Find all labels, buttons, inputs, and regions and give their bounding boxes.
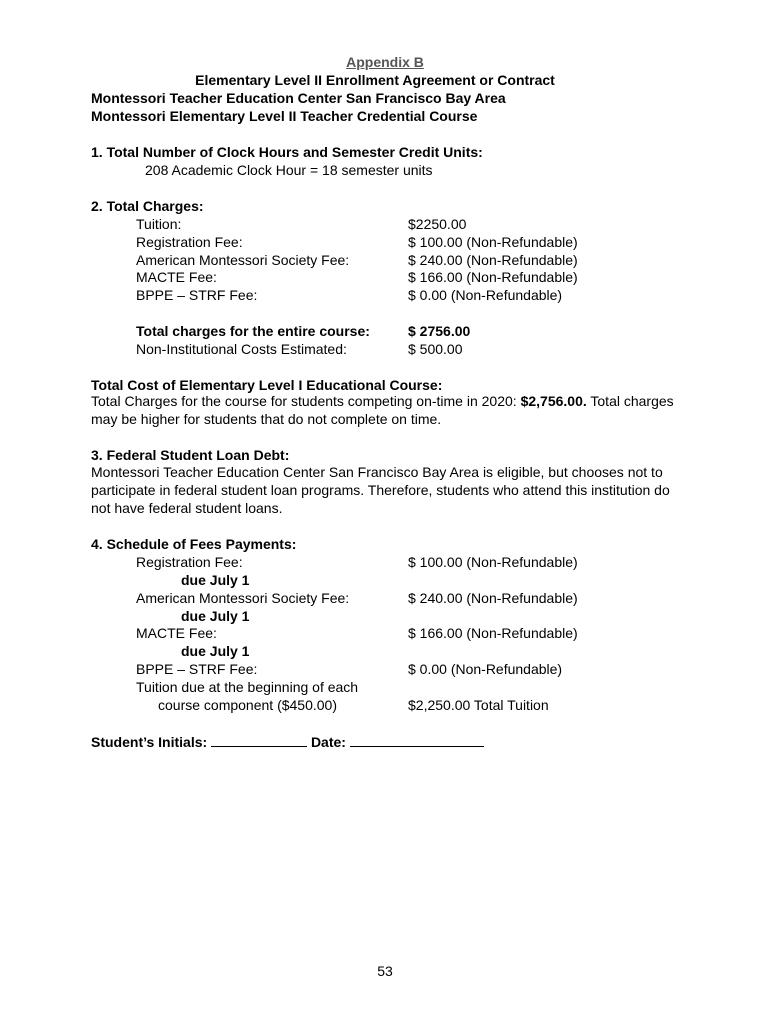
date-blank[interactable] [350,732,484,747]
document-title: Elementary Level II Enrollment Agreement or Contract [195,72,555,88]
charge-label: BPPE – STRF Fee: [136,287,258,303]
charge-label: Tuition: [136,216,182,232]
clock-hours-detail: 208 Academic Clock Hour = 18 semester units [145,162,433,178]
due-date: due July 1 [181,608,250,624]
appendix-title: Appendix B [346,54,424,70]
section2-heading: 2. Total Charges: [91,198,204,214]
charge-label: MACTE Fee: [136,269,217,285]
total-cost-amount: $2,756.00. [520,393,587,409]
page-number: 53 [377,963,393,979]
charge-value: $ 0.00 (Non-Refundable) [408,287,563,303]
schedule-value: $ 166.00 (Non-Refundable) [408,625,578,641]
total-charges-label: Total charges for the entire course: [136,323,370,339]
total-cost-text: Total Charges for the course for students competing on-time in 2020: [91,393,521,409]
noninstitutional-costs-value: $ 500.00 [408,341,463,357]
signature-line [91,732,484,751]
schedule-value: $ 0.00 (Non-Refundable) [408,661,563,677]
charge-value: $2250.00 [408,216,467,232]
noninstitutional-costs-label: Non-Institutional Costs Estimated: [136,341,347,357]
tuition-total-value: $2,250.00 Total Tuition [408,697,549,713]
total-cost-text-after: Total charges may be higher for students that do not complete on time. [91,393,674,427]
charge-value: $ 240.00 (Non-Refundable) [408,252,578,268]
charge-value: $ 100.00 (Non-Refundable) [408,234,578,250]
charge-value: $ 166.00 (Non-Refundable) [408,269,578,285]
charge-label: American Montessori Society Fee: [136,252,350,268]
charge-label: Registration Fee: [136,234,243,250]
loan-debt-paragraph: Montessori Teacher Education Center San Francisco Bay Area is eligible, but chooses not to participate in federal student loan programs. Therefore, students who attend this institution do not have federal student loans. [91,464,670,516]
schedule-label: MACTE Fee: [136,625,217,641]
tuition-schedule-label-cont: course component ($450.00) [158,697,337,713]
total-charges-value: $ 2756.00 [408,323,471,339]
schedule-label: American Montessori Society Fee: [136,590,350,606]
schedule-value: $ 240.00 (Non-Refundable) [408,590,578,606]
initials-blank[interactable] [211,732,307,747]
section4-heading: 4. Schedule of Fees Payments: [91,536,297,552]
total-cost-heading: Total Cost of Elementary Level I Educational Course: [91,377,443,393]
due-date: due July 1 [181,643,250,659]
tuition-schedule-label: Tuition due at the beginning of each [136,679,359,695]
due-date: due July 1 [181,572,250,588]
section1-heading: 1. Total Number of Clock Hours and Semester Credit Units: [91,144,483,160]
schedule-label: Registration Fee: [136,554,243,570]
initials-label: Student’s Initials: [91,734,208,750]
schedule-label: BPPE – STRF Fee: [136,661,258,677]
course-name: Montessori Elementary Level II Teacher Credential Course [91,108,478,124]
section3-heading: 3. Federal Student Loan Debt: [91,447,290,463]
total-cost-paragraph [91,392,681,428]
institution-name: Montessori Teacher Education Center San Francisco Bay Area [91,90,506,106]
schedule-value: $ 100.00 (Non-Refundable) [408,554,578,570]
date-label: Date: [310,734,346,750]
